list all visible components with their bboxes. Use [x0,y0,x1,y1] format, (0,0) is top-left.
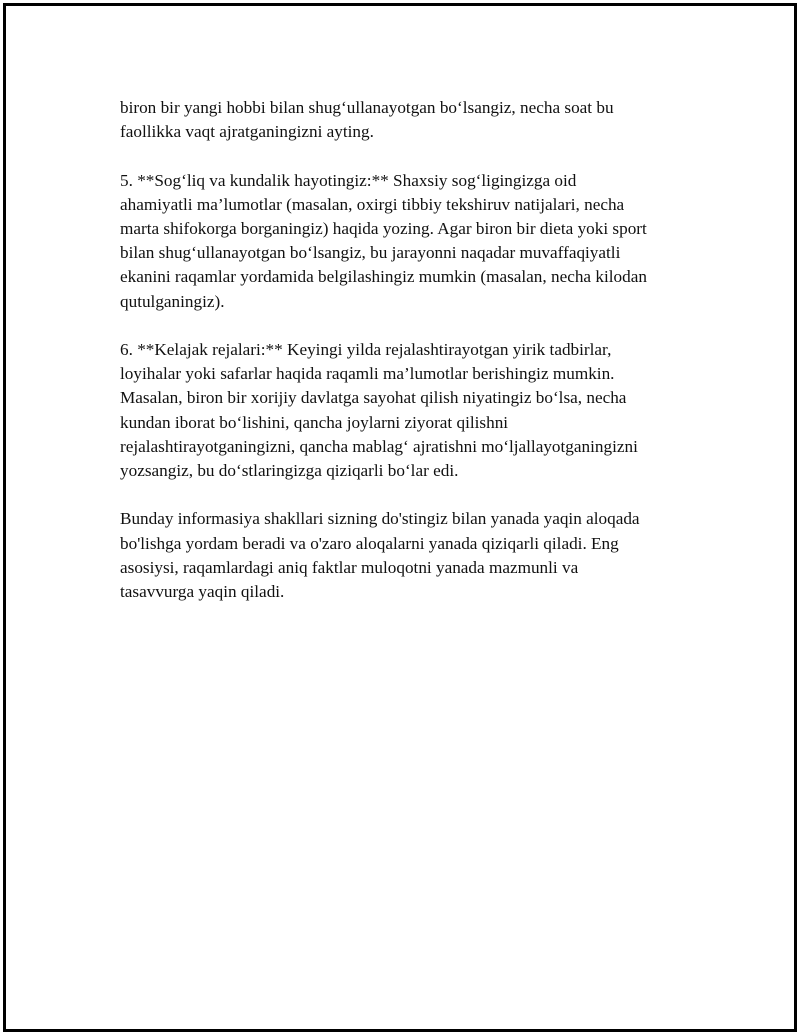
text-line: faollikka vaqt ajratganingizni ayting. [120,122,374,142]
text-line: ahamiyatli ma’lumotlar (masalan, oxirgi tibbiy tekshiruv natijalari, necha [120,194,625,214]
text-line: kundan iborat bo‘lishini, qancha joylarni ziyorat qilishni [120,412,509,432]
text-line: Bunday informasiya shakllari sizning do'stingiz bilan yanada yaqin aloqada [120,509,640,529]
paragraph-health [120,169,710,314]
text-line: asosiysi, raqamlardagi aniq faktlar muloqotni yanada mazmunli va [120,557,579,577]
text-line: rejalashtirayotganingizni, qancha mablag‘ ajratishni mo‘ljallayotganingizni [120,436,638,456]
text-line: 5. **Sog‘liq va kundalik hayotingiz:** Shaxsiy sog‘ligingizga oid [120,170,577,190]
text-line: ekanini raqamlar yordamida belgilashingiz mumkin (masalan, necha kilodan [120,267,647,287]
text-line: Masalan, biron bir xorijiy davlatga sayohat qilish niyatingiz bo‘lsa, necha [120,388,627,408]
paragraph-conclusion [120,507,710,604]
text-line: bo'lishga yordam beradi va o'zaro aloqalarni yanada qiziqarli qiladi. Eng [120,533,619,553]
text-line: marta shifokorga borganingiz) haqida yozing. Agar biron bir dieta yoki sport [120,219,647,238]
text-line: 6. **Kelajak rejalari:** Keyingi yilda rejalashtirayotgan yirik tadbirlar, [120,340,612,359]
paragraph-hobby-continuation [120,96,710,144]
paragraph-future-plans [120,338,710,483]
document-body [120,96,710,628]
text-line: biron bir yangi hobbi bilan shug‘ullanayotgan bo‘lsangiz, necha soat bu [120,98,614,117]
text-line: qutulganingiz). [120,291,225,311]
text-line: bilan shug‘ullanayotgan bo‘lsangiz, bu jarayonni naqadar muvaffaqiyatli [120,243,621,263]
text-line: loyihalar yoki safarlar haqida raqamli ma’lumotlar berishingiz mumkin. [120,364,615,384]
text-line: tasavvurga yaqin qiladi. [120,582,285,602]
text-line: yozsangiz, bu do‘stlaringizga qiziqarli bo‘lar edi. [120,461,459,481]
document-page [3,3,797,1032]
